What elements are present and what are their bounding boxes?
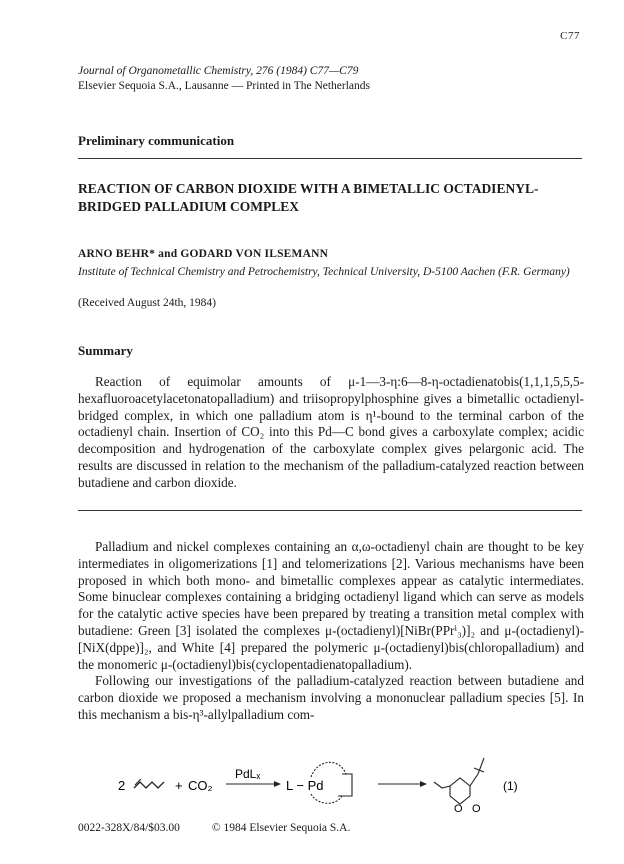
authors: ARNO BEHR* and GODARD VON ILSEMANN (78, 248, 329, 260)
scheme-coefficient: 2 (118, 778, 126, 793)
body-paragraph-1: Palladium and nickel complexes containing an α,ω-octadienyl chain are thought to be key intermediates in oligomerizations [1] and telomerizations [2]. Various mechanisms have been proposed in which both mono- and bimetallic complexes appear as catalytic intermediates. Some binuclear complexes containing a bridging octadienyl ligand which can serve as models for the catalytic active species have been prepared by treating a transition metal complex with butadiene: Green [3] isolated the complexes μ-(octadienyl)[NiBr(PPrⁱ₃)]₂ and μ-(octadienyl)-[NiX(dppe)]₂, and White [4] prepared the polymeric μ-(octadienyl)bis(chloropalladium) and the monomeric μ-(octadienyl)bis(cyclopentadienatopalladium). (78, 539, 584, 672)
journal-citation (78, 64, 370, 94)
butadiene-structure (134, 782, 164, 788)
scheme-co2: CO₂ (188, 778, 213, 793)
allyl-lower-structure (311, 794, 342, 803)
journal-name-line: Journal of Organometallic Chemistry, 276 (1984) C77—C79 (78, 65, 359, 77)
divider-summary (78, 510, 582, 511)
article-title: REACTION OF CARBON DIOXIDE WITH A BIMETALLIC OCTADIENYL-BRIDGED PALLADIUM COMPLEX (78, 181, 539, 214)
body-paragraph-2: Following our investigations of the palladium-catalyzed reaction between butadiene and carbon dioxide we proposed a mechanism involving a mononuclear palladium species [5]. In this mechanism a bis-η³-allylpalladium com- (78, 673, 584, 722)
summary-paragraph: Reaction of equimolar amounts of μ-1—3-η:6—8-η-octadienatobis(1,1,1,5,5,5-hexafluoroacetylacetonatopalladium) and triisopropylphosphine gives a bimetallic octadienyl-bridged complex, in which one palladium atom is η¹-bound to the terminal carbon of the octadienyl chain. Insertion of CO₂ into this Pd—C bond gives a carboxylate complex; acidic decomposition and hydrogenation of the carboxylate complex gives pelargonic acid. The results are discussed in relation to the mechanism of the palladium-catalyzed reaction between butadiene and carbon dioxide. (78, 374, 584, 490)
divider-top (78, 158, 582, 159)
equation-number: (1) (503, 779, 518, 793)
affiliation: Institute of Technical Chemistry and Petrochemistry, Technical University, D-5100 Aachen (F.R. Germany) (78, 266, 570, 278)
ring-oxygen-2: O (472, 803, 481, 814)
lactone-ring-structure (450, 778, 470, 804)
body-text (78, 539, 584, 724)
ring-oxygen-1: O (454, 803, 463, 814)
reaction-scheme (78, 744, 584, 814)
footer (78, 822, 350, 834)
received-date: (Received August 24th, 1984) (78, 297, 216, 309)
scheme-catalyst: PdLₓ (235, 767, 261, 781)
publisher-line: Elsevier Sequoia S.A., Lausanne — Printed in The Netherlands (78, 80, 371, 92)
article-code: 0022-328X/84/$03.00 (78, 822, 180, 834)
page-number: C77 (560, 30, 580, 42)
copyright: © 1984 Elsevier Sequoia S.A. (211, 822, 351, 834)
scheme-plus: + (175, 778, 183, 793)
summary-text (78, 374, 584, 492)
section-label: Preliminary communication (78, 133, 235, 148)
scheme-intermediate: L − Pd (286, 778, 324, 793)
allyl-upper-structure (311, 762, 346, 777)
summary-heading: Summary (78, 343, 133, 358)
